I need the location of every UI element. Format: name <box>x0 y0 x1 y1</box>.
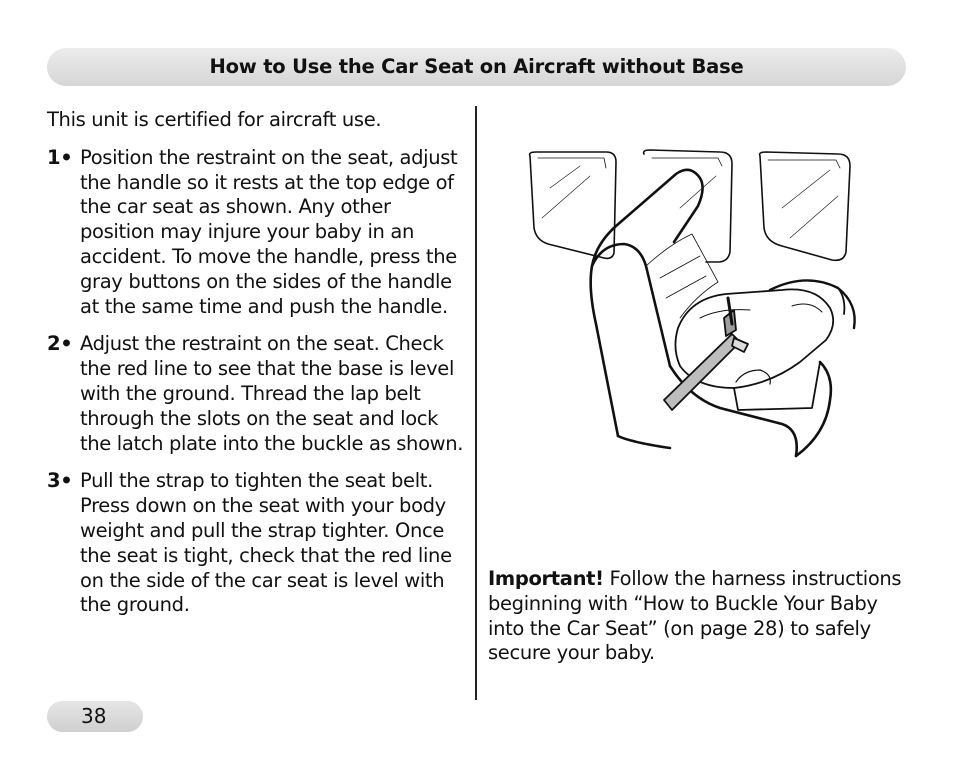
aircraft-seat <box>591 170 831 456</box>
step-3 <box>47 469 467 618</box>
step-1 <box>47 146 467 320</box>
important-text: Follow the harness instructions beginning with “How to Buckle Your Baby into the Car Seat” (on page 28) to safely secure your baby. <box>488 567 902 665</box>
infant-car-seat <box>675 280 854 410</box>
page-number-badge <box>47 701 143 732</box>
important-note <box>488 567 918 666</box>
step-text: Adjust the restraint on the seat. Check the red line to see that the base is level with the ground. Thread the lap belt through the slots on the seat and lock the latch plate into the buckle as shown. <box>80 332 464 455</box>
intro-text: This unit is certified for aircraft use. <box>47 108 382 131</box>
background-seat-right <box>760 152 850 260</box>
instructions-column <box>47 108 467 631</box>
seat-cushion-detail <box>646 234 718 318</box>
step-number: 2• <box>47 332 73 356</box>
step-2 <box>47 332 467 456</box>
page-title: How to Use the Car Seat on Aircraft without Base <box>209 55 744 78</box>
background-seat-middle <box>644 150 732 262</box>
step-number: 1• <box>47 145 73 169</box>
step-number: 3• <box>47 469 73 493</box>
step-text: Position the restraint on the seat, adjust the handle so it rests at the top edge of the car seat as shown. Any other position may injure your baby in an accident. To move the handle, press the gray buttons on the sides of the handle at the same time and push the handle. <box>80 145 458 318</box>
page-number: 38 <box>81 704 107 728</box>
important-label: Important! <box>488 567 604 590</box>
step-text: Pull the strap to tighten the seat belt. Press down on the seat with your body weight and pull the strap tighter. Once the seat is tight, check that the red line on the side of the car seat is level with the ground. <box>80 469 452 617</box>
car-seat-on-aircraft-illustration <box>520 148 865 460</box>
title-bar <box>47 48 906 86</box>
column-divider <box>475 106 477 700</box>
